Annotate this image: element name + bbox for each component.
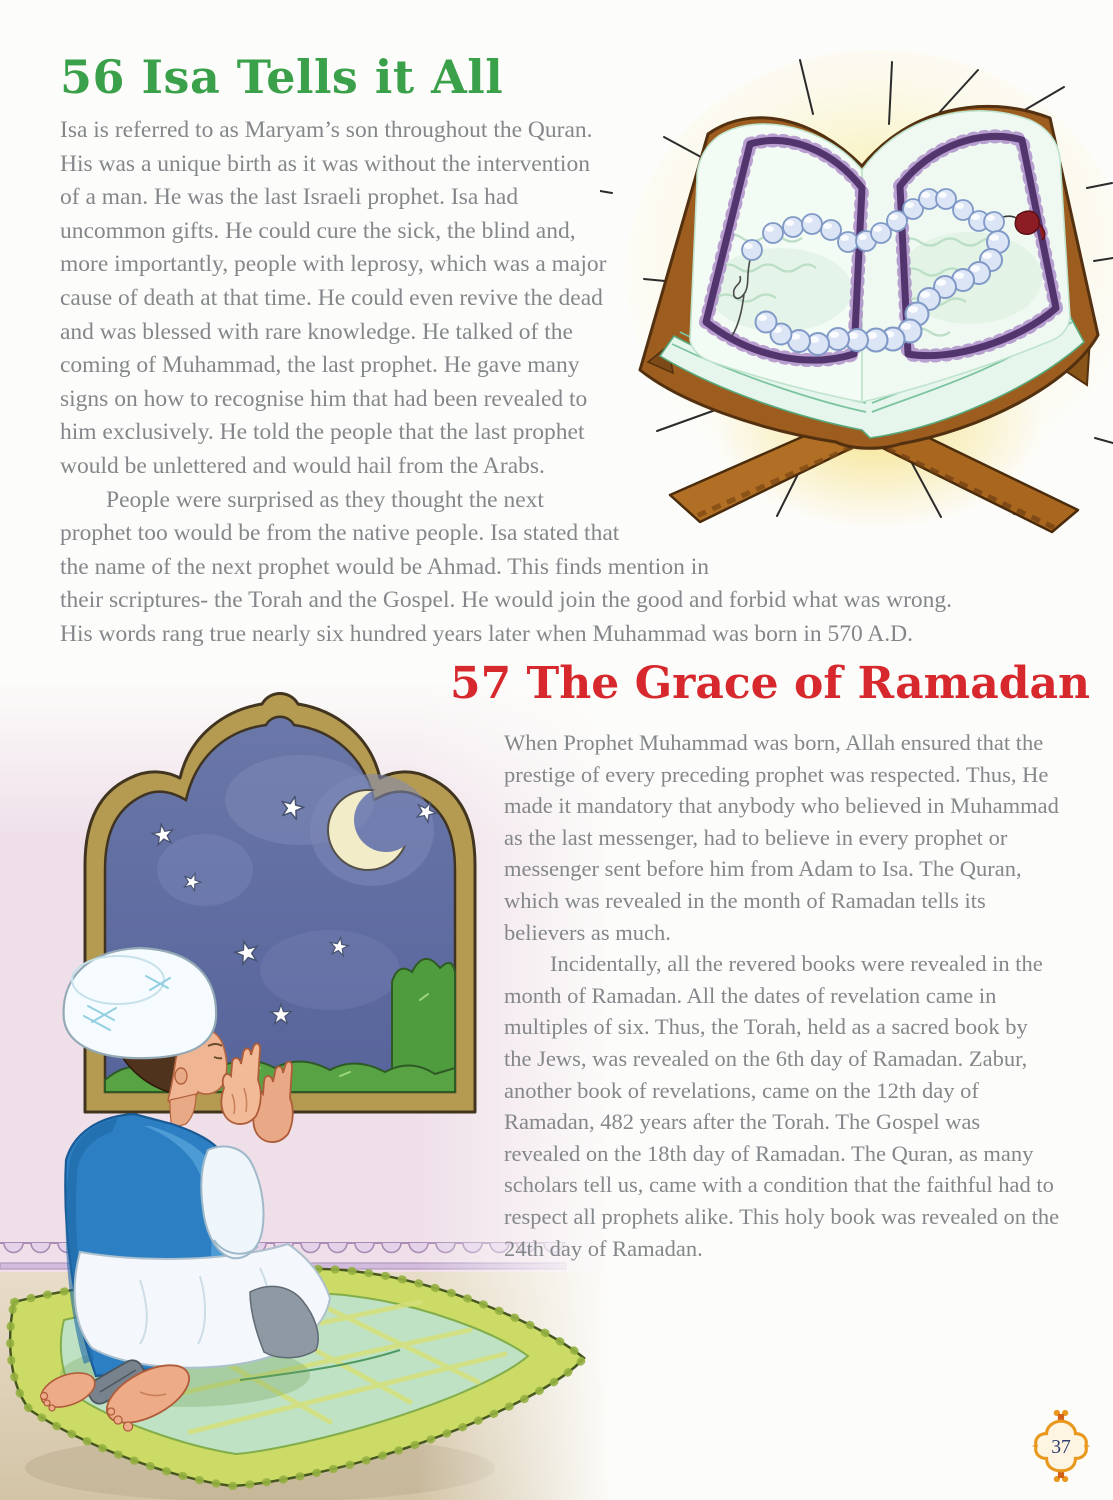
story-56-body xyxy=(60,114,986,652)
story-57-paragraph-2: Incidentally, all the revered books were revealed in the month of Ramadan. All the dates of revelation came in multiples of six. Thus, the Torah, held as a sacred book by the Jews, was revealed on the 6th day of Ramadan. Zabur, another book of revelations, came on the 12th day of Ramadan, 482 years after the Torah. The Gospel was revealed on the 18th day of Ramadan. The Quran, as many scholars tell us, came with a condition that the faithful had to respect all prophets alike. This holy book was revealed on the 24th day of Ramadan. xyxy=(504,951,1060,1261)
story-56-paragraph-2: People were surprised as they thought the next prophet too would be from the native people. Isa stated that the name of the next prophet would be Ahmad. This finds mention in their scriptures- the Torah and the Gospel. He would join the good and forbid what was wrong. His words rang true nearly six hundred years later when Muhammad was born in 570 A.D. xyxy=(60,486,953,647)
story-56-title: 56 Isa Tells it All xyxy=(60,50,504,104)
story-57-body xyxy=(504,727,1060,1264)
crescent-moon xyxy=(328,790,408,870)
story-56-paragraph-1: Isa is referred to as Maryam’s son throughout the Quran. His was a unique birth as it was without the intervention of a man. He was the last Israeli prophet. Isa had uncommon gifts. He could cure the sick, the blind and, more importantly, people with leprosy, which was a major cause of death at that time. He could even revive the dead and was blessed with rare knowledge. He talked of the coming of Muhammad, the last prophet. He gave many signs on how to recognise him that had been revealed to him exclusively. He told the people that the last prophet would be unlettered and would hail from the Arabs. xyxy=(60,117,607,479)
story-57-paragraph-1: When Prophet Muhammad was born, Allah ensured that the prestige of every preceding prophet was respected. Thus, He made it mandatory that anybody who believed in Muhammad as the last messenger, had to believe in every prophet or messenger sent before him from Adam to Isa. The Quran, which was revealed in the month of Ramadan tells its believers as much. xyxy=(504,730,1059,945)
page-number-medallion xyxy=(1030,1406,1092,1486)
quran-illustration-spacer xyxy=(614,114,986,560)
boy-ear xyxy=(175,1068,187,1084)
page-number: 37 xyxy=(1051,1437,1071,1459)
prayer-cap xyxy=(64,948,217,1058)
story-57-title: 57 The Grace of Ramadan xyxy=(450,658,1090,709)
